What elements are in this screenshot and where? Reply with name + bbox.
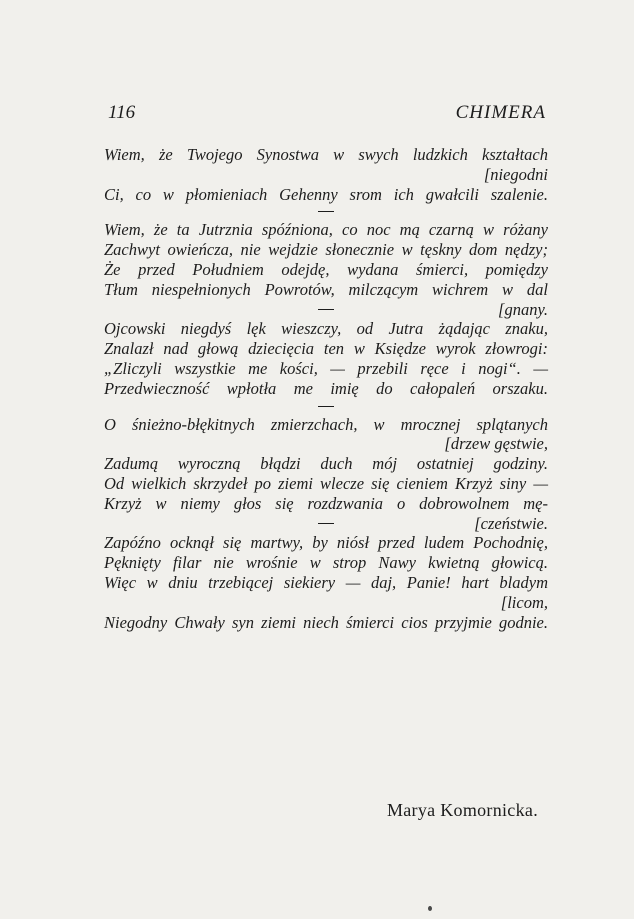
page-number: 116 [108, 102, 136, 123]
poem-line: Pęknięty filar nie wrośnie w strop Nawy kwietną głowicą. [104, 553, 548, 573]
author-signature: Marya Komornicka. [386, 800, 538, 820]
print-speck [428, 906, 432, 911]
poem-line: Ojcowski niegdyś lęk wieszczy, od Jutra żądając znaku, [104, 319, 548, 339]
poem-line: Wiem, że ta Jutrznia spóźniona, co noc mą czarną w różany [104, 220, 548, 240]
stanza-separator [104, 399, 548, 415]
poem-line: Zadumą wyroczną błądzi duch mój ostatniej godziny. [104, 454, 548, 474]
poem-line: Że przed Południem odejdę, wydana śmierci, pomiędzy [104, 259, 548, 279]
poem-line: „Zliczyli wszystkie me kości, — przebili ręce i nogi“. — [104, 358, 548, 378]
poem-line-wrap: [niegodni [483, 164, 548, 184]
poem-line: Krzyż w niemy głos się rozdzwania o dobrowolnem mę- [104, 493, 548, 513]
poem-line: Niegodny Chwały syn ziemi niech śmierci cios przyjmie godnie. [104, 612, 548, 632]
poem-line-wrap: [licom, [500, 592, 548, 612]
poem [104, 145, 548, 632]
poem-line: Wiem, że Twojego Synostwa w swych ludzkich kształtach [104, 145, 548, 164]
poem-line: Ci, co w płomieniach Gehenny srom ich gwałcili szalenie. [104, 184, 548, 204]
journal-title: CHIMERA [455, 102, 546, 123]
page-header [108, 102, 546, 128]
poem-line: O śnieżno-błękitnych zmierzchach, w mrocznej splątanych [104, 414, 548, 434]
poem-line: Przedwieczność wpłotła me imię do całopaleń orszaku. [104, 378, 548, 398]
poem-line: Znalazł nad głową dziecięcia ten w Księdze wyrok złowrogi: [104, 339, 548, 359]
stanza-separator [104, 514, 548, 534]
poem-line: Od wielkich skrzydeł po ziemi wlecze się cieniem Krzyż siny — [104, 473, 548, 493]
poem-line: Więc w dniu trzebiącej siekiery — daj, Panie! hart bladym [104, 572, 548, 592]
poem-line-wrap: [drzew gęstwie, [444, 434, 548, 454]
stanza-separator [104, 300, 548, 320]
poem-line-wrap: [gnany. [498, 299, 548, 319]
poem-line: Zachwyt owieńcza, nie wejdzie słonecznie w tęskny dom nędzy; [104, 240, 548, 260]
poem-line: Zapóźno ocknął się martwy, by niósł przed ludem Pochodnię, [104, 533, 548, 553]
poem-line: Tłum niespełnionych Powrotów, milczącym wichrem w dal [104, 279, 548, 299]
poem-line-wrap: [czeństwie. [474, 513, 548, 533]
stanza-separator [104, 204, 548, 220]
